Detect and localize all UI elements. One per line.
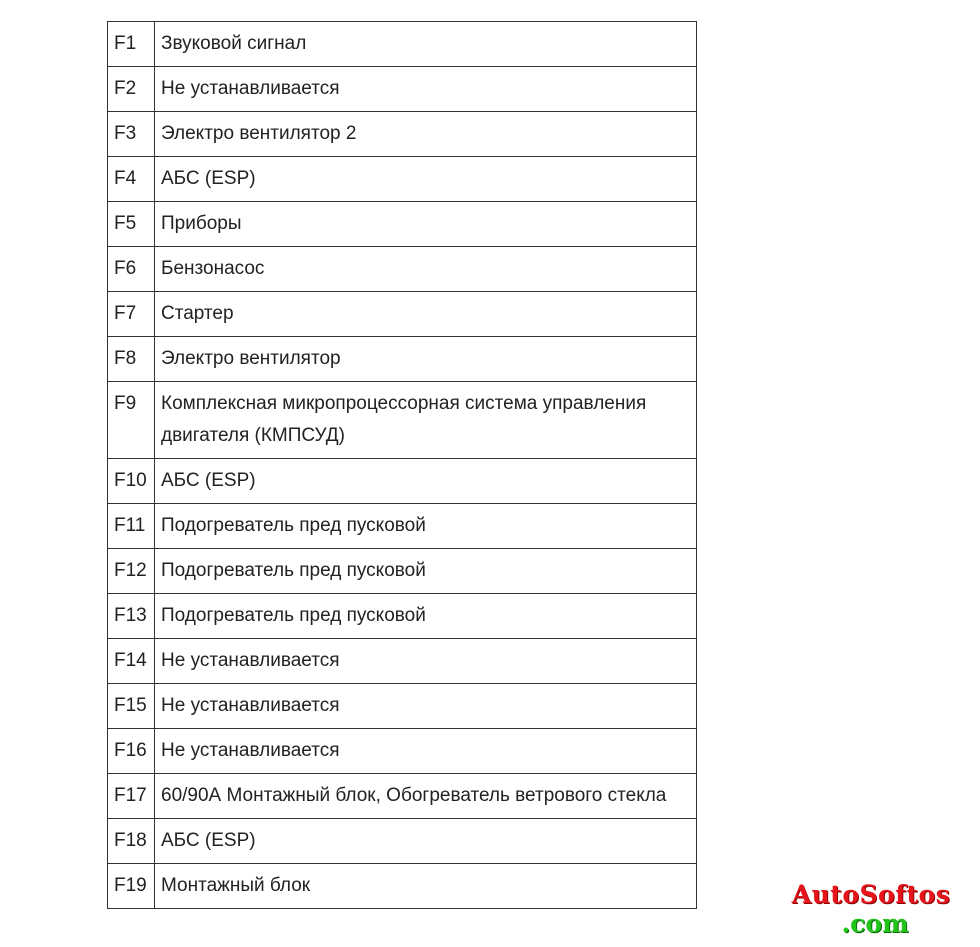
fuse-description: Не устанавливается: [155, 639, 697, 684]
fuse-code: F4: [108, 157, 155, 202]
fuse-description: АБС (ESP): [155, 157, 697, 202]
fuse-description: Не устанавливается: [155, 67, 697, 112]
fuse-description: Электро вентилятор: [155, 337, 697, 382]
table-row: [108, 382, 697, 459]
table-row: [108, 337, 697, 382]
table-row: [108, 247, 697, 292]
fuse-description: Приборы: [155, 202, 697, 247]
table-row: [108, 22, 697, 67]
table-row: [108, 504, 697, 549]
fuse-code: F15: [108, 684, 155, 729]
fuse-code: F10: [108, 459, 155, 504]
fuse-code: F14: [108, 639, 155, 684]
fuse-description: Подогреватель пред пусковой: [155, 594, 697, 639]
table-row: [108, 684, 697, 729]
fuse-description: Подогреватель пред пусковой: [155, 549, 697, 594]
table-row: [108, 549, 697, 594]
fuse-description: Подогреватель пред пусковой: [155, 504, 697, 549]
fuse-description: Электро вентилятор 2: [155, 112, 697, 157]
table-row: [108, 292, 697, 337]
fuse-code: F7: [108, 292, 155, 337]
fuse-table: [107, 21, 697, 909]
fuse-code: F8: [108, 337, 155, 382]
table-row: [108, 112, 697, 157]
table-row: [108, 819, 697, 864]
fuse-description: Монтажный блок: [155, 864, 697, 909]
fuse-description: Звуковой сигнал: [155, 22, 697, 67]
table-row: [108, 729, 697, 774]
fuse-description: Бензонасос: [155, 247, 697, 292]
fuse-code: F1: [108, 22, 155, 67]
fuse-code: F11: [108, 504, 155, 549]
watermark-brand-text: AutoSoftos: [791, 880, 951, 909]
fuse-code: F3: [108, 112, 155, 157]
fuse-code: F6: [108, 247, 155, 292]
fuse-code: F19: [108, 864, 155, 909]
table-row: [108, 774, 697, 819]
table-row: [108, 459, 697, 504]
table-row: [108, 67, 697, 112]
watermark-domain-text: .com: [841, 909, 909, 938]
fuse-code: F13: [108, 594, 155, 639]
table-row: [108, 202, 697, 247]
table-row: [108, 594, 697, 639]
fuse-description: Не устанавливается: [155, 684, 697, 729]
fuse-description: АБС (ESP): [155, 459, 697, 504]
fuse-description: АБС (ESP): [155, 819, 697, 864]
fuse-table-body: [108, 22, 697, 909]
fuse-description: Не устанавливается: [155, 729, 697, 774]
table-row: [108, 157, 697, 202]
table-row: [108, 639, 697, 684]
watermark-logo: [776, 880, 966, 938]
fuse-description: Комплексная микропроцессорная система управления двигателя (КМПСУД): [155, 382, 697, 459]
fuse-code: F12: [108, 549, 155, 594]
fuse-code: F5: [108, 202, 155, 247]
fuse-code: F18: [108, 819, 155, 864]
fuse-code: F9: [108, 382, 155, 459]
fuse-code: F2: [108, 67, 155, 112]
fuse-description: Стартер: [155, 292, 697, 337]
table-row: [108, 864, 697, 909]
fuse-code: F16: [108, 729, 155, 774]
fuse-description: 60/90А Монтажный блок, Обогреватель ветрового стекла: [155, 774, 697, 819]
fuse-code: F17: [108, 774, 155, 819]
